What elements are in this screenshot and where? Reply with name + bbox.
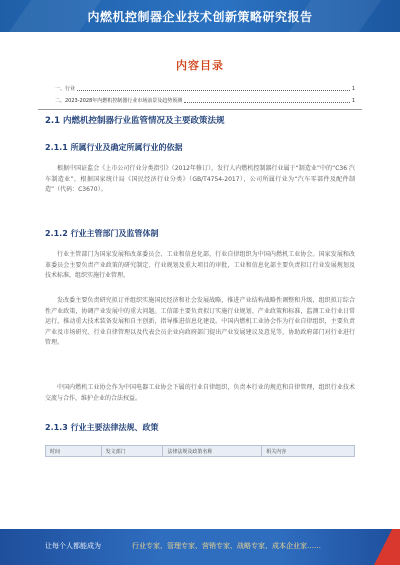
paragraph: 中国内燃机工业协会作为中国电器工业协会下属的行业自律组织，负责本行业的规范和自律管理，组织行业技术交流与合作，维护企业的合法权益。: [45, 384, 355, 402]
paragraph: 行业主管部门为国家发展和改革委员会、工业和信息化部，行业自律组织为中国内燃机工业协会。国家发展和改革委员会主要负责产业政策的研究制定、行业规划及重大项目的审批，工业和信息化部主要负责拟订行业发展规划及技术标准，组织实施行业管理。: [45, 251, 355, 279]
subsection-heading: 2.1.2 行业主管部门及监管体制: [45, 229, 159, 238]
section-heading: 2.1 内燃机控制器行业监管情况及主要政策法规: [45, 116, 225, 126]
table-header-cell: 相关内容: [262, 446, 355, 457]
regulations-table: [45, 445, 355, 457]
toc-entry-text: 一、行业: [55, 86, 76, 92]
table-header-cell: 法律法规及政策名称: [163, 446, 262, 457]
toc-entry-page: 1: [351, 86, 355, 92]
toc-title: 内容目录: [176, 59, 224, 72]
table-header-cell: 发文部门: [101, 446, 163, 457]
subsection-heading: 2.1.1 所属行业及确定所属行业的依据: [45, 143, 183, 152]
subsection-heading: 2.1.3 行业主要法律法规、政策: [45, 423, 159, 432]
divider: [38, 109, 362, 110]
table-header-row: [46, 446, 355, 457]
toc-entry[interactable]: [55, 94, 355, 104]
toc-entry[interactable]: [55, 82, 355, 92]
footer-accent-shape: [374, 529, 400, 565]
footer-band: [0, 529, 400, 565]
toc-leader-dots: [77, 90, 350, 91]
footer-slogan: 让每个人都能成为: [45, 542, 101, 550]
paragraph: 发改委主要负责研究拟订并组织实施国民经济和社会发展战略，推进产业结构战略性调整和升级，组织拟订综合性产业政策，协调产业发展中的重大问题。工信部主要负责拟订实施行业规划、产业政策和标准，监测工业行业日常运行，推动重大技术装备发展和自主创新，指导推进信息化建设。中国内燃机工业协会作为行业自律组织，主要负责产业及市场研究、行业自律管理以及代表会员企业向政府部门提出产业发展建议及意见等，协助政府部门对行业进行管理。: [45, 297, 355, 346]
table-header-cell: 时间: [46, 446, 102, 457]
report-title: 内燃机控制器企业技术创新策略研究报告: [87, 10, 313, 24]
toc-entry-text: 二、2023-2028年内燃机控制器行业市场前景及趋势预测: [55, 98, 183, 104]
toc-entry-page: 1: [351, 98, 355, 104]
footer-roles: 行业专家、管理专家、营销专家、战略专家、成本企业家……: [132, 542, 321, 550]
paragraph: 根据中国证监会《上市公司行业分类指引》（2012年修订），发行人内燃机控制器行业属于“制造业”中的“C36 汽车制造业”，根据国家统计局《国民经济行业分类》（GB/T4754-2017），公司所属行业为“汽车零部件及配件制造”（代码：C3670）。: [45, 165, 355, 193]
toc-leader-dots: [184, 102, 350, 103]
